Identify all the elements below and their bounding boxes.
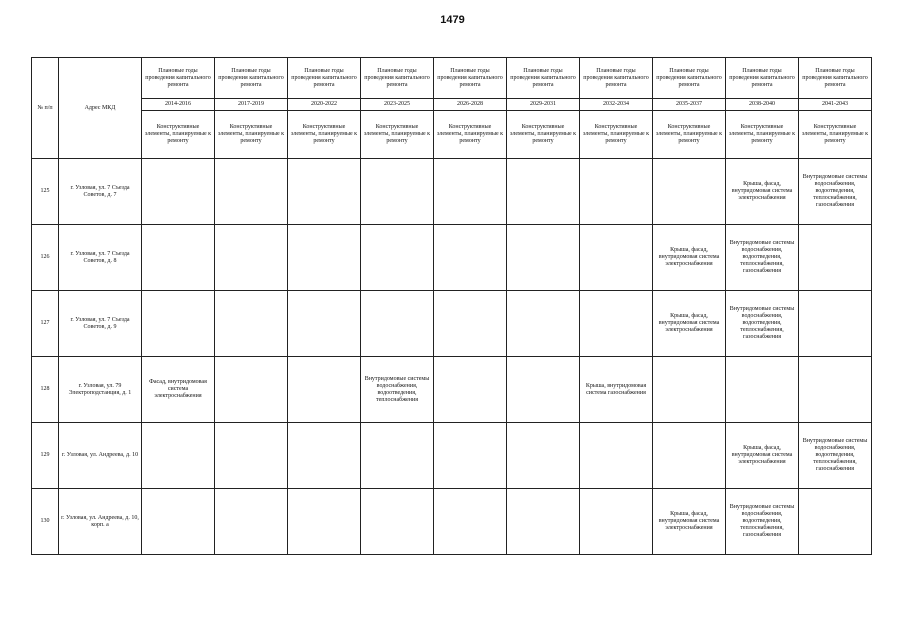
row-number: 129 <box>32 423 59 489</box>
table-row <box>32 423 872 489</box>
table-cell: Крыша, фасад, внутридомовая система электроснабжения <box>726 159 799 225</box>
table-cell <box>434 423 507 489</box>
planned-years-header: Плановые годы проведения капитального ремонта <box>653 58 726 99</box>
table-cell: Внутридомовые системы водоснабжения, водоотведения, теплоснабжения, газоснабжения <box>799 159 872 225</box>
table-cell <box>799 489 872 555</box>
table-cell <box>507 423 580 489</box>
planned-years-header: Плановые годы проведения капитального ремонта <box>215 58 288 99</box>
table-cell <box>142 159 215 225</box>
year-range-header: 2041-2043 <box>799 99 872 111</box>
table-cell <box>288 423 361 489</box>
planned-years-header: Плановые годы проведения капитального ремонта <box>580 58 653 99</box>
planned-years-header: Плановые годы проведения капитального ремонта <box>288 58 361 99</box>
year-range-header: 2026-2028 <box>434 99 507 111</box>
column-header-address: Адрес МКД <box>59 58 142 159</box>
row-number: 125 <box>32 159 59 225</box>
table-cell: Крыша, фасад, внутридомовая система электроснабжения <box>726 423 799 489</box>
table-cell <box>653 423 726 489</box>
table-cell <box>580 423 653 489</box>
header-row-elements <box>32 111 872 159</box>
year-range-header: 2029-2031 <box>507 99 580 111</box>
elements-header: Конструктивные элементы, планируемые к ремонту <box>434 111 507 159</box>
table-cell: Фасад, внутридомовая система электроснабжения <box>142 357 215 423</box>
table-cell <box>288 225 361 291</box>
planned-years-header: Плановые годы проведения капитального ремонта <box>361 58 434 99</box>
table-cell <box>142 423 215 489</box>
row-address: г. Узловая, ул. Андреева, д. 10, корп. а <box>59 489 142 555</box>
year-range-header: 2014-2016 <box>142 99 215 111</box>
row-number: 128 <box>32 357 59 423</box>
table-cell <box>142 489 215 555</box>
table-cell <box>288 489 361 555</box>
table-cell <box>799 357 872 423</box>
planned-years-header: Плановые годы проведения капитального ремонта <box>434 58 507 99</box>
table-row <box>32 357 872 423</box>
table-cell <box>580 225 653 291</box>
elements-header: Конструктивные элементы, планируемые к ремонту <box>726 111 799 159</box>
planned-years-header: Плановые годы проведения капитального ремонта <box>507 58 580 99</box>
table-cell: Внутридомовые системы водоснабжения, водоотведения, теплоснабжения, газоснабжения <box>726 489 799 555</box>
year-range-header: 2023-2025 <box>361 99 434 111</box>
table-cell <box>361 159 434 225</box>
elements-header: Конструктивные элементы, планируемые к ремонту <box>288 111 361 159</box>
row-number: 126 <box>32 225 59 291</box>
table-cell <box>434 159 507 225</box>
table-cell: Внутридомовые системы водоснабжения, водоотведения, теплоснабжения, газоснабжения <box>799 423 872 489</box>
table-cell <box>580 489 653 555</box>
elements-header: Конструктивные элементы, планируемые к ремонту <box>142 111 215 159</box>
table-cell <box>142 291 215 357</box>
table-cell: Крыша, фасад, внутридомовая система электроснабжения <box>653 489 726 555</box>
table-row <box>32 225 872 291</box>
year-range-header: 2020-2022 <box>288 99 361 111</box>
table-cell <box>507 489 580 555</box>
table-cell <box>215 225 288 291</box>
row-address: г. Узловая, ул. Андреева, д. 10 <box>59 423 142 489</box>
table-cell <box>361 225 434 291</box>
row-number: 130 <box>32 489 59 555</box>
table-cell <box>288 291 361 357</box>
table-cell <box>434 225 507 291</box>
table-cell <box>215 423 288 489</box>
table-cell <box>215 489 288 555</box>
table-cell <box>434 489 507 555</box>
table-cell <box>361 291 434 357</box>
elements-header: Конструктивные элементы, планируемые к ремонту <box>653 111 726 159</box>
table-cell: Внутридомовые системы водоснабжения, водоотведения, теплоснабжения <box>361 357 434 423</box>
table-cell <box>434 357 507 423</box>
planned-years-header: Плановые годы проведения капитального ремонта <box>799 58 872 99</box>
table-cell <box>288 159 361 225</box>
table-row <box>32 159 872 225</box>
table-cell <box>361 489 434 555</box>
table-cell <box>580 291 653 357</box>
elements-header: Конструктивные элементы, планируемые к ремонту <box>799 111 872 159</box>
table-cell: Крыша, фасад, внутридомовая система электроснабжения <box>653 291 726 357</box>
year-range-header: 2032-2034 <box>580 99 653 111</box>
elements-header: Конструктивные элементы, планируемые к ремонту <box>580 111 653 159</box>
table-cell <box>142 225 215 291</box>
table-cell <box>288 357 361 423</box>
table-cell <box>507 357 580 423</box>
year-range-header: 2035-2037 <box>653 99 726 111</box>
table-cell <box>215 291 288 357</box>
year-range-header: 2017-2019 <box>215 99 288 111</box>
elements-header: Конструктивные элементы, планируемые к ремонту <box>215 111 288 159</box>
capital-repair-table <box>31 57 872 555</box>
table-cell <box>799 291 872 357</box>
table-cell: Внутридомовые системы водоснабжения, водоотведения, теплоснабжения, газоснабжения <box>726 291 799 357</box>
header-row-planned <box>32 58 872 99</box>
table-cell <box>507 225 580 291</box>
row-address: г. Узловая, ул. 7 Съезда Советов, д. 8 <box>59 225 142 291</box>
planned-years-header: Плановые годы проведения капитального ремонта <box>142 58 215 99</box>
year-range-header: 2038-2040 <box>726 99 799 111</box>
table-row <box>32 291 872 357</box>
table-cell <box>799 225 872 291</box>
row-address: г. Узловая, ул. 7 Съезда Советов, д. 7 <box>59 159 142 225</box>
table-cell: Крыша, внутридомовая система газоснабжения <box>580 357 653 423</box>
header-row-years <box>32 99 872 111</box>
table-cell <box>434 291 507 357</box>
row-number: 127 <box>32 291 59 357</box>
table-cell: Крыша, фасад, внутридомовая система электроснабжения <box>653 225 726 291</box>
table-cell <box>507 159 580 225</box>
row-address: г. Узловая, ул. 79 Электроподстанция, д. 1 <box>59 357 142 423</box>
column-header-number: № п/п <box>32 58 59 159</box>
table-cell <box>507 291 580 357</box>
table-cell <box>361 423 434 489</box>
table-cell <box>653 159 726 225</box>
elements-header: Конструктивные элементы, планируемые к ремонту <box>361 111 434 159</box>
planned-years-header: Плановые годы проведения капитального ремонта <box>726 58 799 99</box>
table-cell <box>580 159 653 225</box>
table-cell <box>726 357 799 423</box>
elements-header: Конструктивные элементы, планируемые к ремонту <box>507 111 580 159</box>
table-cell <box>215 357 288 423</box>
table-cell <box>215 159 288 225</box>
table-cell <box>653 357 726 423</box>
row-address: г. Узловая, ул. 7 Съезда Советов, д. 9 <box>59 291 142 357</box>
table-cell: Внутридомовые системы водоснабжения, водоотведения, теплоснабжения, газоснабжения <box>726 225 799 291</box>
table-row <box>32 489 872 555</box>
page-number: 1479 <box>440 14 465 26</box>
